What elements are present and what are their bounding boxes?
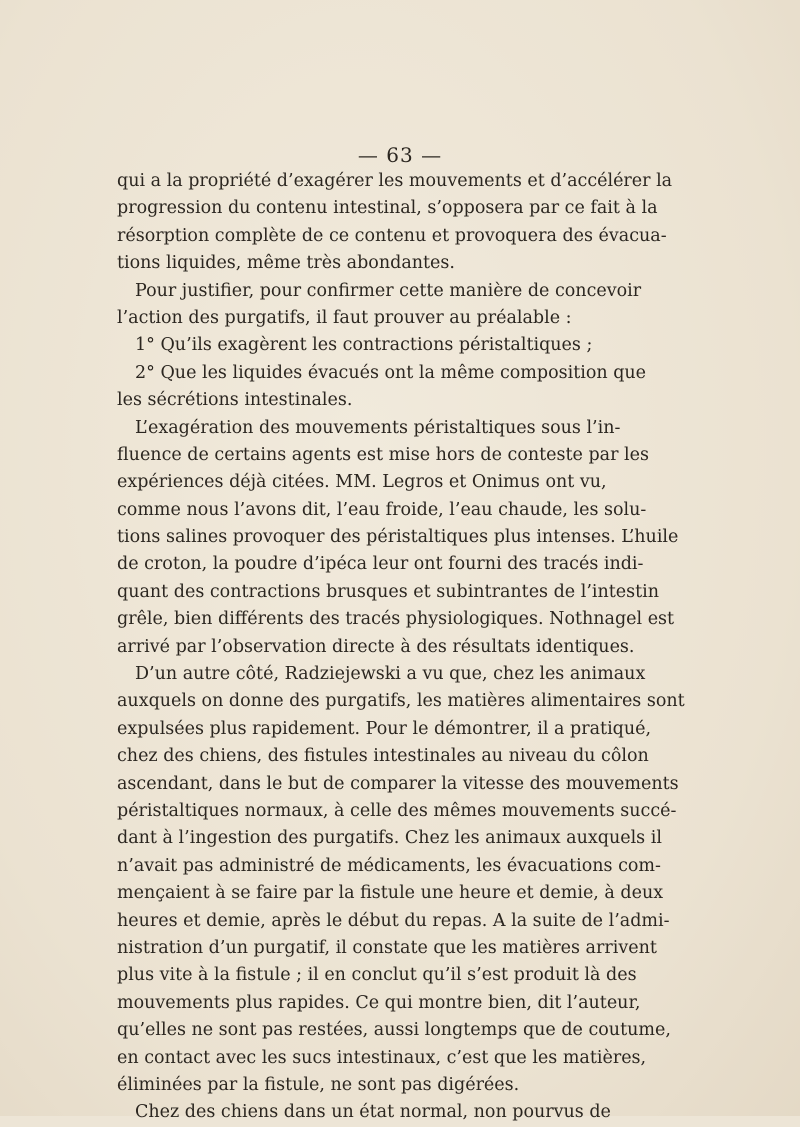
text-line: chez des chiens, des fistules intestinales au niveau du côlon — [117, 746, 649, 767]
text-line: en contact avec les sucs intestinaux, c’est que les matières, — [117, 1047, 647, 1068]
text-line: Pour justifier, pour confirmer cette manière de concevoir — [135, 280, 642, 301]
paragraph — [117, 1099, 611, 1126]
text-line: qui a la propriété d’exagérer les mouvements et d’accélérer la — [117, 171, 673, 191]
text-line: D’un autre côté, Radziejewski a vu que, chez les animaux — [135, 664, 646, 685]
text-line: péristaltiques normaux, à celle des mêmes mouvements succé- — [117, 800, 677, 821]
paragraph — [117, 360, 647, 415]
text-line: quant des contractions brusques et subintrantes de l’intestin — [117, 581, 660, 602]
body-text — [117, 168, 685, 1127]
text-line: heures et demie, après le début du repas. A la suite de l’admi- — [117, 910, 670, 931]
text-line: résorption complète de ce contenu et provoquera des évacua- — [117, 225, 667, 246]
text-line: L’exagération des mouvements péristaltiques sous l’in- — [135, 417, 621, 438]
text-line: Chez des chiens dans un état normal, non pourvus de — [135, 1102, 611, 1123]
text-line: n’avait pas administré de médicaments, les évacuations com- — [117, 855, 661, 876]
text-line: nistration d’un purgatif, il constate que les matières arrivent — [117, 937, 657, 958]
text-line: qu’elles ne sont pas restées, aussi longtemps que de coutume, — [117, 1020, 671, 1041]
text-line: progression du contenu intestinal, s’opposera par ce fait à la — [117, 198, 658, 219]
text-line: 2° Que les liquides évacués ont la même composition que — [135, 362, 647, 383]
text-line: mençaient à se faire par la fistule une heure et demie, à deux — [117, 883, 664, 904]
text-line: fluence de certains agents est mise hors de conteste par les — [117, 444, 649, 465]
text-line: tions liquides, même très abondantes. — [117, 253, 455, 274]
text-line: tions salines provoquer des péristaltiques plus intenses. L’huile — [117, 527, 679, 548]
text-line: de croton, la poudre d’ipéca leur ont fourni des tracés indi- — [117, 554, 644, 575]
text-line: l’action des purgatifs, il faut prouver au préalable : — [117, 307, 572, 328]
text-line: expériences déjà citées. MM. Legros et Onimus ont vu, — [117, 472, 607, 493]
page-number: — 63 — — [357, 143, 443, 167]
text-line: éliminées par la fistule, ne sont pas digérées. — [117, 1074, 520, 1095]
text-line: grêle, bien différents des tracés physiologiques. Nothnagel est — [117, 609, 675, 630]
text-line: les sécrétions intestinales. — [117, 390, 353, 411]
paragraph — [117, 278, 642, 333]
text-line: arrivé par l’observation directe à des résultats identiques. — [117, 636, 635, 657]
text-line: mouvements plus rapides. Ce qui montre bien, dit l’auteur, — [117, 992, 641, 1013]
paragraph — [117, 168, 673, 278]
paragraph — [117, 415, 679, 662]
paragraph — [117, 661, 685, 1099]
text-line: comme nous l’avons dit, l’eau froide, l’eau chaude, les solu- — [117, 499, 647, 520]
paragraph — [117, 332, 593, 359]
text-line: ascendant, dans le but de comparer la vitesse des mouvements — [117, 773, 679, 794]
text-line: 1° Qu’ils exagèrent les contractions péristaltiques ; — [135, 335, 593, 356]
text-line: dant à l’ingestion des purgatifs. Chez les animaux auxquels il — [117, 828, 662, 849]
text-line: plus vite à la fistule ; il en conclut qu’il s’est produit là des — [117, 965, 637, 986]
text-line: expulsées plus rapidement. Pour le démontrer, il a pratiqué, — [117, 718, 652, 739]
text-line: auxquels on donne des purgatifs, les matières alimentaires sont — [117, 691, 685, 712]
